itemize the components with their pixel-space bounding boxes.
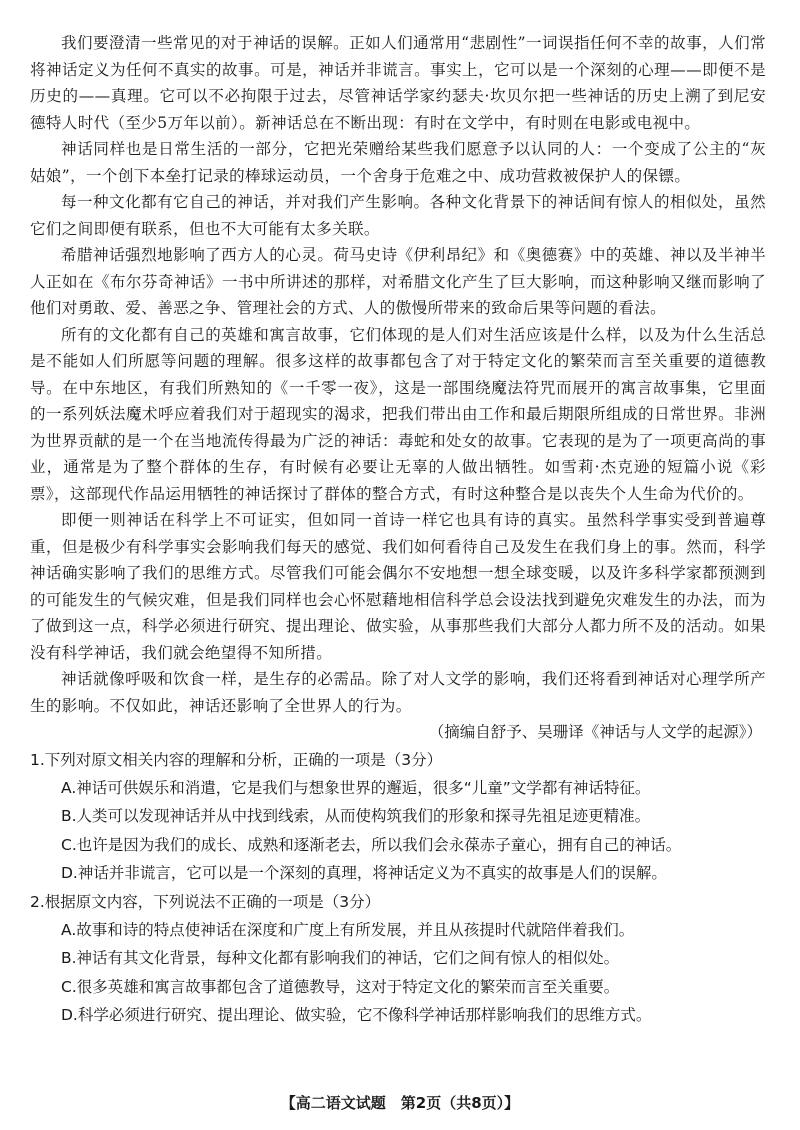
passage-paragraph-7: 神话就像呼吸和饮食一样，是生存的必需品。除了对人文学的影响，我们还将看到神话对心理学所产生的影响。不仅如此，神话还影响了全世界人的行为。	[30, 670, 766, 715]
passage-paragraph-2: 神话同样也是日常生活的一部分，它把光荣赠给某些我们愿意予以认同的人：一个变成了公主的“灰姑娘”，一个创下本垒打记录的棒球运动员，一个舍身于危难之中、成功营救被保护人的保镖。	[30, 140, 766, 185]
option-b[interactable]: B.神话有其文化背景，每种文化都有影响我们的神话，它们之间有惊人的相似处。	[61, 949, 620, 967]
option-a[interactable]: A.故事和诗的特点使神话在深度和广度上有所发展，并且从孩提时代就陪伴着我们。	[61, 920, 635, 939]
passage-paragraph-4: 希腊神话强烈地影响了西方人的心灵。荷马史诗《伊利昂纪》和《奥德赛》中的英雄、神以及半神半人正如在《布尔芬奇神话》一书中所讲述的那样，对希腊文化产生了巨大影响，而这种影响又继而影响了他们对勇敢、爱、善恶之争、管理社会的方式、人的傲慢所带来的致命后果等问题的看法。	[30, 246, 766, 317]
option-d[interactable]: D.神话并非谎言，它可以是一个深刻的真理，将神话定义为不真实的故事是人们的误解。	[61, 864, 667, 882]
passage-paragraph-1: 我们要澄清一些常见的对于神话的误解。正如人们通常用“悲剧性”一词误指任何不幸的故事，人们常将神话定义为任何不真实的故事。可是，神话并非谎言。事实上，它可以是一个深刻的心理——即便不是历史的——真理。它可以不必拘限于过去，尽管神话学家约瑟夫·坎贝尔把一些神话的历史上溯了到尼安德特人时代（至少5万年以前）。新神话总在不断出现：有时在文学中，有时则在电影或电视中。	[30, 34, 766, 132]
option-b[interactable]: B.人类可以发现神话并从中找到线索，从而使构筑我们的形象和探寻先祖足迹更精准。	[61, 807, 651, 825]
page-footer: 【高二语文试题 第2页（共8页）】	[280, 1094, 520, 1112]
question-2	[30, 888, 766, 1030]
question-1	[30, 746, 766, 888]
passage-paragraph-5: 所有的文化都有自己的英雄和寓言故事，它们体现的是人们对生活应该是什么样，以及为什么生活总是不能如人们所愿等问题的理解。很多这样的故事都包含了对于特定文化的繁荣而言至关重要的道德教导。在中东地区，有我们所熟知的《一千零一夜》，这是一部围绕魔法符咒而展开的寓言故事集，它里面的一系列妖法魔术呼应着我们对于超现实的渴求，把我们带出由工作和最后期限所组成的日常世界。非洲为世界贡献的是一个在当地流传得最为广泛的神话：毒蛇和处女的故事。它表现的是为了一项更高尚的事业，通常是为了整个群体的生存，有时候有必要让无辜的人做出牺牲。如雪莉·杰克逊的短篇小说《彩票》，这部现代作品运用牺牲的神话探讨了群体的整合方式，有时这种整合是以丧失个人生命为代价的。	[30, 325, 766, 503]
passage-paragraph-6: 即便一则神话在科学上不可证实，但如同一首诗一样它也具有诗的真实。虽然科学事实受到普遍尊重，但是极少有科学事实会影响我们每天的感觉、我们如何看待自己及发生在我们身上的事。然而，科学神话确实影响了我们的思维方式。尽管我们可能会偶尔不安地想一想全球变暖，以及许多科学家都预测到的可能发生的气候灾难，但是我们同样也会心怀慰藉地相信科学总会设法找到避免灾难发生的办法，而为了做到这一点，科学必须进行研究、提出理论、做实验，从事那些我们大部分人都力所不及的活动。如果没有科学神话，我们就会绝望得不知所措。	[30, 511, 766, 662]
option-c[interactable]: C.很多英雄和寓言故事都包含了道德教导，这对于特定文化的繁荣而言至关重要。	[61, 977, 620, 996]
question-stem: 1.下列对原文相关内容的理解和分析，正确的一项是（3分）	[30, 750, 443, 769]
passage-source: （摘编自舒予、吴珊译《神话与人文学的起源》）	[428, 723, 762, 741]
option-c[interactable]: C.也许是因为我们的成长、成熟和逐渐老去，所以我们会永葆赤子童心，拥有自己的神话。	[61, 835, 682, 854]
question-stem: 2.根据原文内容，下列说法不正确的一项是（3分）	[30, 892, 381, 911]
option-a[interactable]: A.神话可供娱乐和消遣，它是我们与想象世界的邂逅，很多“儿童”文学都有神话特征。	[61, 778, 651, 797]
reading-passage	[30, 30, 766, 746]
passage-paragraph-3: 每一种文化都有它自己的神话，并对我们产生影响。各种文化背景下的神话间有惊人的相似处，虽然它们之间即便有联系，但也不大可能有太多关联。	[30, 193, 766, 238]
option-d[interactable]: D.科学必须进行研究、提出理论、做实验，它不像科学神话那样影响我们的思维方式。	[61, 1006, 652, 1024]
